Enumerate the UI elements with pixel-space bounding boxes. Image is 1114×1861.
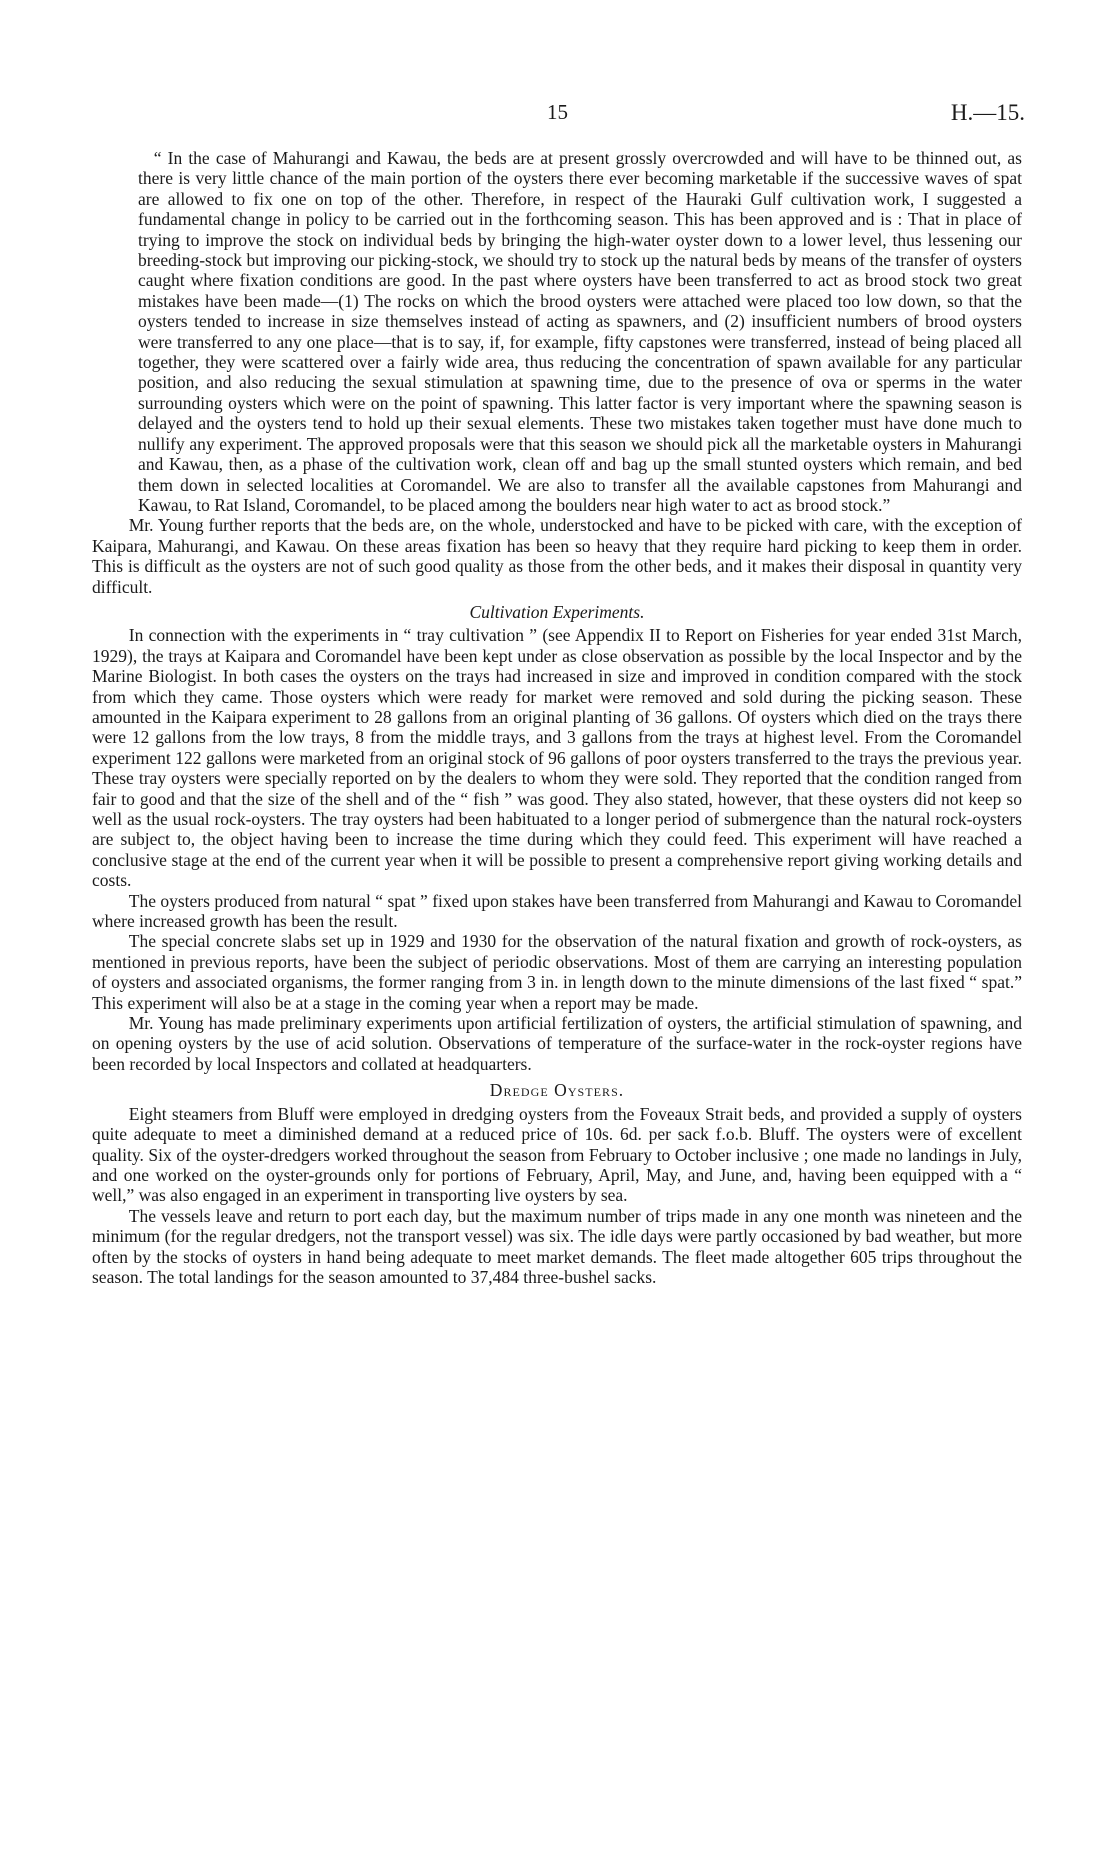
paragraph-vessel-trips: The vessels leave and return to port each day, but the maximum number of trips made in any one month was nineteen and the minimum (for the regular dredgers, not the transport vessel) was six. The idle days were partly occasioned by bad weather, but more often by the stocks of oysters in hand being adequate to meet market demands. The fleet made altogether 605 trips throughout the season. The total landings for the season amounted to 37,484 three-bushel sacks. [92, 1205, 1022, 1287]
page-number: 15 [547, 100, 568, 124]
paragraph-concrete-slabs: The special concrete slabs set up in 1929 and 1930 for the observation of the natural fixation and growth of rock-oysters, as mentioned in previous reports, have been the subject of periodic observations. Most of them are carrying an interesting population of oysters and associated organisms, the former ranging from 3 in. in length down to the minute dimensions of the last fixed “ spat.” This experiment will also be at a stage in the coming year when a report may be made. [92, 931, 1022, 1013]
quoted-report-paragraph: “ In the case of Mahurangi and Kawau, the beds are at present grossly overcrowded and will have to be thinned out, as there is very little chance of the main portion of the oysters there ever becoming marketable if the successive waves of spat are allowed to fix one on top of the other. Therefore, in respect of the Hauraki Gulf cultivation work, I suggested a fundamental change in policy to be carried out in the forthcoming season. This has been approved and is : That in place of trying to improve the stock on individual beds by bringing the high-water oyster down to a lower level, thus lessening our breeding-stock but improving our picking-stock, we should try to stock up the natural beds by means of the transfer of oysters caught where fixation conditions are good. In the past where oysters have been transferred to act as brood stock two great mistakes have been made—(1) The rocks on which the brood oysters were attached were placed too low down, so that the oysters tended to increase in size themselves instead of acting as spawners, and (2) insufficient numbers of brood oysters were transferred to any one place—that is to say, if, for example, fifty capstones were transferred, instead of being placed all together, they were scattered over a fairly wide area, thus reducing the concentration of spawn available for any particular position, and also reducing the sexual stimulation at spawning time, due to the presence of ova or sperms in the water surrounding oysters which were on the point of spawning. This latter factor is very important where the spawning season is delayed and the oysters tend to hold up their sexual elements. These two mistakes taken together must have done much to nullify any experiment. The approved proposals were that this season we should pick all the marketable oysters in Mahurangi and Kawau, then, as a phase of the cultivation work, clean off and bag up the small stunted oysters which remain, and bed them down in selected localities at Coromandel. We are also to transfer all the available capstones from Mahurangi and Kawau, to Rat Island, Coromandel, to be placed among the boulders near high water to act as brood stock.” [138, 148, 1022, 515]
section-heading-cultivation-experiments: Cultivation Experiments. [469, 601, 645, 622]
section-heading-dredge-oysters: Dredge Oysters. [489, 1080, 625, 1101]
paragraph-young-reports: Mr. Young further reports that the beds are, on the whole, understocked and have to be picked with care, with the exception of Kaipara, Mahurangi, and Kawau. On these areas fixation has been so heavy that they require hard picking to keep them in order. This is difficult as the oysters are not of such good quality as those from the other beds, and it makes their disposal in quantity very difficult. [92, 515, 1022, 597]
paragraph-natural-spat: The oysters produced from natural “ spat ” fixed upon stakes have been transferred from Mahurangi and Kawau to Coromandel where increased growth has been the result. [92, 890, 1022, 932]
paragraph-tray-cultivation: In connection with the experiments in “ tray cultivation ” (see Appendix II to Report on Fisheries for year ended 31st March, 1929), the trays at Kaipara and Coromandel have been kept under as close observation as possible by the local Inspector and by the Marine Biologist. In both cases the oysters on the trays had increased in size and improved in condition compared with the stock from which they came. Those oysters which were ready for market were removed and sold during the picking season. These amounted in the Kaipara experiment to 28 gallons from an original planting of 36 gallons. Of oysters which died on the trays there were 12 gallons from the low trays, 8 from the middle trays, and 3 gallons from the trays at highest level. From the Coromandel experiment 122 gallons were marketed from an original stock of 96 gallons of poor oysters transferred to the trays the previous year. These tray oysters were specially reported on by the dealers to whom they were sold. They reported that the condition ranged from fair to good and that the size of the shell and of the “ fish ” was good. They also stated, however, that these oysters did not keep so well as the usual rock-oysters. The tray oysters had been habituated to a longer period of submergence than the natural rock-oysters are subject to, the object having been to increase the time during which they could feed. This experiment will have reached a conclusive stage at the end of the current year when it will be possible to present a comprehensive report giving working details and costs. [92, 625, 1022, 891]
paragraph-bluff-steamers: Eight steamers from Bluff were employed in dredging oysters from the Foveaux Strait beds, and provided a supply of oysters quite adequate to meet a diminished demand at a reduced price of 10s. 6d. per sack f.o.b. Bluff. The oysters were of excellent quality. Six of the oyster-dredgers worked throughout the season from February to October inclusive ; one made no landings in July, and one worked on the oyster-grounds only for portions of February, April, May, and June, and, having been equipped with a “ well,” was also engaged in an experiment in transporting live oysters by sea. [92, 1103, 1022, 1206]
document-reference: H.—15. [950, 100, 1025, 125]
paragraph-artificial-fertilization: Mr. Young has made preliminary experiments upon artificial fertilization of oysters, the artificial stimulation of spawning, and on opening oysters by the use of acid solution. Observations of temperature of the surface-water in the rock-oyster regions have been recorded by local Inspectors and collated at headquarters. [92, 1013, 1022, 1074]
body-text [92, 148, 1022, 1287]
page-header [90, 100, 1025, 130]
